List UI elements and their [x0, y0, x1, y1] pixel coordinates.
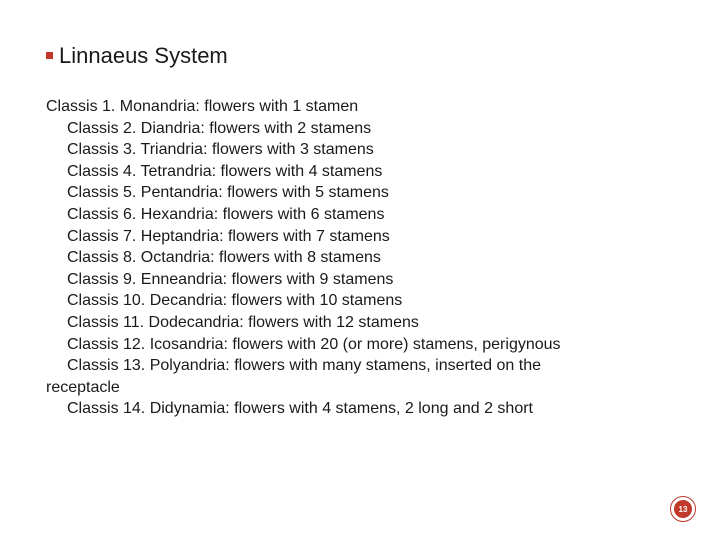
list-item-continuation: receptacle: [46, 378, 120, 396]
list-item: Classis 7. Heptandria: flowers with 7 stamens: [67, 227, 390, 245]
page-number: 13: [674, 500, 692, 518]
list-item: Classis 6. Hexandria: flowers with 6 stamens: [67, 205, 385, 223]
list-item: Classis 13. Polyandria: flowers with many stamens, inserted on the: [67, 357, 541, 375]
list-item: Classis 9. Enneandria: flowers with 9 stamens: [67, 270, 394, 288]
list-item: Classis 4. Tetrandria: flowers with 4 stamens: [67, 162, 383, 180]
slide-title-text: Linnaeus System: [59, 43, 228, 68]
list-item: Classis 12. Icosandria: flowers with 20 (or more) stamens, perigynous: [67, 335, 561, 353]
classis-list: [46, 96, 646, 420]
list-item: Classis 14. Didynamia: flowers with 4 stamens, 2 long and 2 short: [67, 400, 533, 418]
list-item: Classis 8. Octandria: flowers with 8 stamens: [67, 249, 381, 267]
list-item: Classis 2. Diandria: flowers with 2 stamens: [67, 119, 372, 137]
list-item: Classis 3. Triandria: flowers with 3 stamens: [67, 141, 374, 159]
list-item: Classis 5. Pentandria: flowers with 5 stamens: [67, 184, 389, 202]
page-number-badge: [670, 496, 696, 522]
list-item: Classis 1. Monandria: flowers with 1 stamen: [46, 98, 359, 115]
slide-title: [46, 42, 228, 70]
list-item: Classis 11. Dodecandria: flowers with 12 stamens: [67, 313, 419, 331]
list-item: Classis 10. Decandria: flowers with 10 stamens: [67, 292, 403, 310]
square-bullet-icon: [46, 52, 53, 59]
